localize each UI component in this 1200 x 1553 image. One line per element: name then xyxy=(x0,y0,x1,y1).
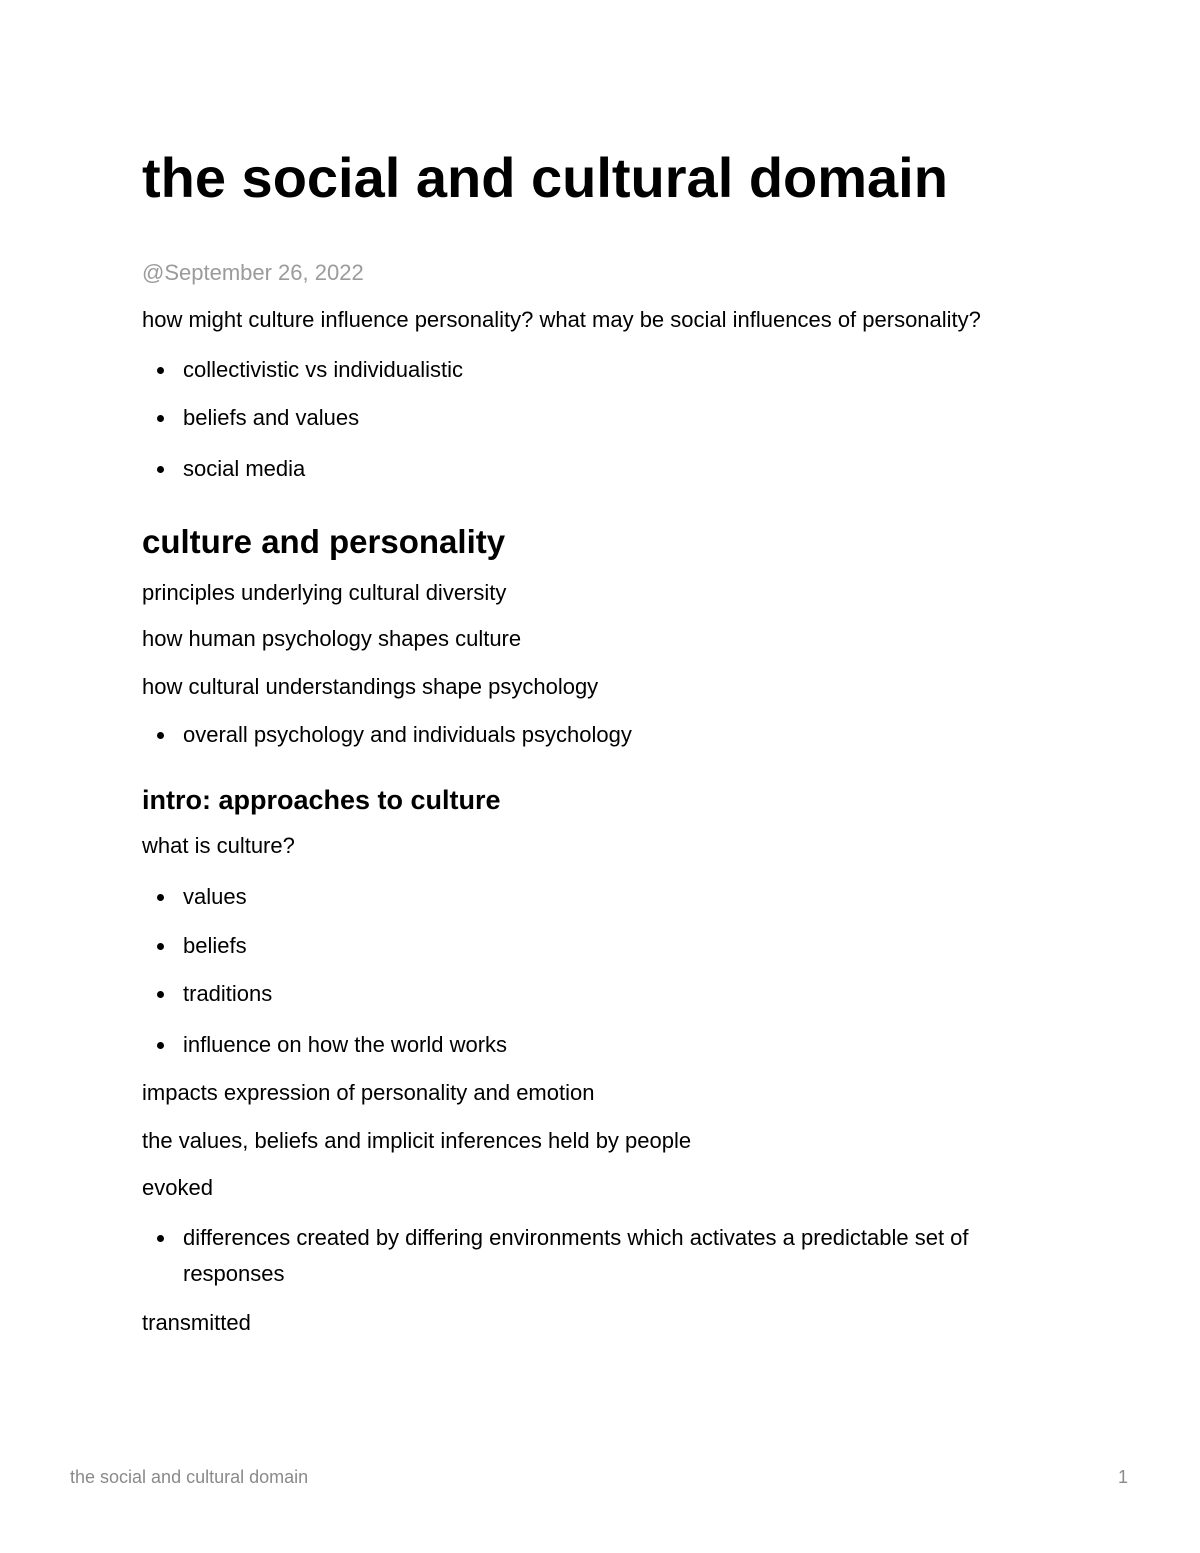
list-item: traditions xyxy=(183,976,272,1012)
list-item: differences created by differing environments which activates a predictable set of responses xyxy=(183,1220,1043,1292)
text-line: how human psychology shapes culture xyxy=(142,626,522,651)
text-line: what is culture? xyxy=(142,833,295,858)
text-line: how cultural understandings shape psychology xyxy=(142,674,599,699)
list-item: values xyxy=(183,879,247,915)
text-line: principles underlying cultural diversity xyxy=(142,580,507,605)
intro-question: how might culture influence personality? what may be social influences of personality? xyxy=(142,307,981,332)
list-item: beliefs xyxy=(183,928,247,964)
section-heading-approaches-to-culture: intro: approaches to culture xyxy=(142,785,501,815)
text-line: evoked xyxy=(142,1175,213,1200)
footer-title: the social and cultural domain xyxy=(70,1467,309,1487)
page-number: 1 xyxy=(1117,1467,1128,1487)
page-date: @September 26, 2022 xyxy=(142,260,364,285)
list-item: beliefs and values xyxy=(183,400,359,436)
list-item: collectivistic vs individualistic xyxy=(183,352,463,388)
list-item: social media xyxy=(183,451,305,487)
list-item: overall psychology and individuals psychology xyxy=(183,717,632,753)
section-heading-culture-and-personality: culture and personality xyxy=(142,523,506,560)
text-line: the values, beliefs and implicit inferences held by people xyxy=(142,1128,692,1153)
text-line: transmitted xyxy=(142,1310,251,1335)
page-title: the social and cultural domain xyxy=(142,146,948,209)
list-item: influence on how the world works xyxy=(183,1027,507,1063)
text-line: impacts expression of personality and emotion xyxy=(142,1080,595,1105)
